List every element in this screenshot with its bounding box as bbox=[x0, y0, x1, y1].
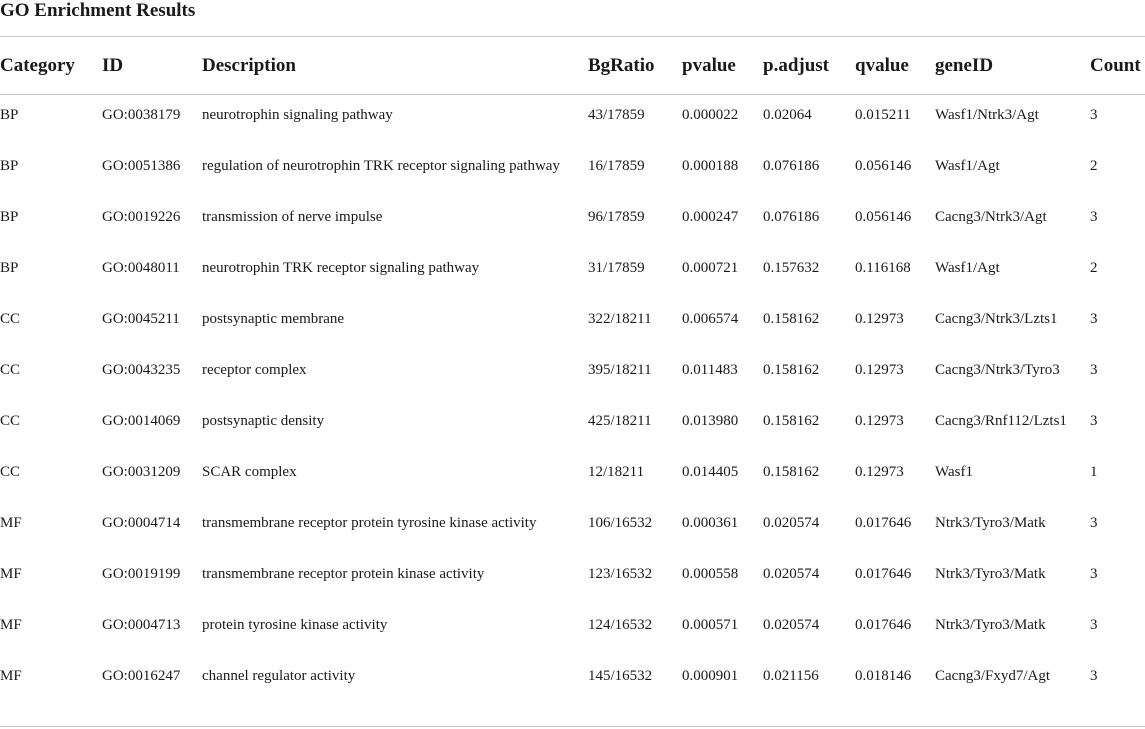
cell-go-id: GO:​0014069 bbox=[102, 413, 181, 429]
cell-qvalue: 0.116168 bbox=[855, 260, 911, 276]
cell-category: BP bbox=[0, 158, 19, 174]
cell-category: CC bbox=[0, 413, 21, 429]
cell-bgratio: 43/17859 bbox=[588, 107, 645, 123]
cell-category: BP bbox=[0, 107, 19, 123]
cell-bgratio: 322/18211 bbox=[588, 311, 652, 327]
table-row bbox=[0, 512, 1145, 563]
cell-go-id: GO:​0031209 bbox=[102, 464, 181, 480]
cell-description: SCAR complex bbox=[202, 464, 297, 480]
cell-bgratio: 124/16532 bbox=[588, 617, 653, 633]
go-enrichment-table bbox=[0, 37, 1145, 716]
table-row bbox=[0, 563, 1145, 614]
cell-description: receptor complex bbox=[202, 362, 307, 378]
cell-go-id: GO:​0038179 bbox=[102, 107, 181, 123]
cell-description: neurotrophin signaling pathway bbox=[202, 107, 393, 123]
cell-count: 3 bbox=[1090, 413, 1098, 429]
cell-padjust: 0.157632 bbox=[763, 260, 820, 276]
cell-description: transmission of nerve impulse bbox=[202, 209, 383, 225]
cell-pvalue: 0.000247 bbox=[682, 209, 739, 225]
cell-go-id: GO:​0051386 bbox=[102, 158, 181, 174]
cell-count: 3 bbox=[1090, 515, 1098, 531]
cell-qvalue: 0.12973 bbox=[855, 413, 904, 429]
cell-geneid: Wasf1/Agt bbox=[935, 158, 1000, 174]
cell-go-id: GO:​0004713 bbox=[102, 617, 181, 633]
cell-category: CC bbox=[0, 464, 21, 480]
cell-pvalue: 0.000721 bbox=[682, 260, 739, 276]
cell-go-id: GO:​0019226 bbox=[102, 209, 181, 225]
header-row bbox=[0, 37, 1145, 94]
cell-qvalue: 0.056146 bbox=[855, 209, 912, 225]
cell-count: 3 bbox=[1090, 617, 1098, 633]
cell-bgratio: 16/17859 bbox=[588, 158, 645, 174]
cell-geneid: Wasf1/Ntrk3/Agt bbox=[935, 107, 1039, 123]
cell-bgratio: 425/18211 bbox=[588, 413, 652, 429]
table-row bbox=[0, 155, 1145, 206]
header-geneid: geneID bbox=[935, 54, 994, 76]
cell-geneid: Cacng3/Ntrk3/​Tyro3 bbox=[935, 362, 1060, 378]
cell-geneid: Ntrk3/Tyro3/Matk bbox=[935, 515, 1046, 531]
table-row bbox=[0, 461, 1145, 512]
cell-bgratio: 12/18211 bbox=[588, 464, 645, 480]
table-body bbox=[0, 94, 1145, 716]
cell-description: transmembrane receptor protein kinase activity bbox=[202, 566, 485, 582]
bottom-rule bbox=[0, 726, 1145, 727]
cell-padjust: 0.020574 bbox=[763, 515, 820, 531]
table-title: GO Enrichment Results bbox=[0, 0, 196, 21]
cell-pvalue: 0.000558 bbox=[682, 566, 739, 582]
table-row bbox=[0, 614, 1145, 665]
cell-pvalue: 0.014405 bbox=[682, 464, 739, 480]
header-bgratio: BgRatio bbox=[588, 54, 655, 76]
cell-pvalue: 0.013980 bbox=[682, 413, 739, 429]
cell-description: neurotrophin TRK receptor signaling pathway bbox=[202, 260, 480, 276]
cell-description: regulation of neurotrophin TRK receptor signaling pathway bbox=[202, 158, 560, 174]
cell-padjust: 0.158162 bbox=[763, 413, 820, 429]
cell-go-id: GO:​0019199 bbox=[102, 566, 181, 582]
cell-qvalue: 0.015211 bbox=[855, 107, 911, 123]
cell-qvalue: 0.018146 bbox=[855, 668, 912, 684]
cell-padjust: 0.076186 bbox=[763, 158, 820, 174]
cell-qvalue: 0.12973 bbox=[855, 464, 904, 480]
cell-description: channel regulator activity bbox=[202, 668, 356, 684]
header-count: Count bbox=[1090, 54, 1141, 76]
cell-count: 2 bbox=[1090, 260, 1098, 276]
cell-count: 2 bbox=[1090, 158, 1098, 174]
header-description: Description bbox=[202, 54, 296, 76]
table-row bbox=[0, 308, 1145, 359]
cell-bgratio: 145/16532 bbox=[588, 668, 653, 684]
cell-geneid: Cacng3/Fxyd7/Agt bbox=[935, 668, 1050, 684]
cell-description: postsynaptic density bbox=[202, 413, 325, 429]
table-row bbox=[0, 410, 1145, 461]
cell-pvalue: 0.006574 bbox=[682, 311, 739, 327]
cell-padjust: 0.021156 bbox=[763, 668, 819, 684]
cell-description: postsynaptic membrane bbox=[202, 311, 345, 327]
cell-category: MF bbox=[0, 566, 22, 582]
cell-go-id: GO:​0045211 bbox=[102, 311, 180, 327]
cell-go-id: GO:​0004714 bbox=[102, 515, 181, 531]
cell-padjust: 0.02064 bbox=[763, 107, 812, 123]
cell-padjust: 0.158162 bbox=[763, 464, 820, 480]
cell-geneid: Cacng3/Ntrk3/Agt bbox=[935, 209, 1047, 225]
cell-count: 1 bbox=[1090, 464, 1098, 480]
cell-qvalue: 0.056146 bbox=[855, 158, 912, 174]
cell-pvalue: 0.000188 bbox=[682, 158, 739, 174]
cell-bgratio: 395/18211 bbox=[588, 362, 652, 378]
header-qvalue: qvalue bbox=[855, 54, 909, 76]
table-row bbox=[0, 257, 1145, 308]
cell-padjust: 0.020574 bbox=[763, 566, 820, 582]
cell-geneid: Cacng3/Ntrk3/​Lzts1 bbox=[935, 311, 1058, 327]
cell-qvalue: 0.017646 bbox=[855, 566, 912, 582]
cell-count: 3 bbox=[1090, 362, 1098, 378]
cell-pvalue: 0.011483 bbox=[682, 362, 738, 378]
cell-go-id: GO:​0016247 bbox=[102, 668, 181, 684]
cell-go-id: GO:​0043235 bbox=[102, 362, 181, 378]
cell-padjust: 0.020574 bbox=[763, 617, 820, 633]
cell-geneid: Wasf1/Agt bbox=[935, 260, 1000, 276]
cell-category: BP bbox=[0, 260, 19, 276]
cell-bgratio: 106/16532 bbox=[588, 515, 653, 531]
cell-description: protein tyrosine kinase activity bbox=[202, 617, 388, 633]
cell-category: BP bbox=[0, 209, 19, 225]
cell-count: 3 bbox=[1090, 311, 1098, 327]
table-row bbox=[0, 665, 1145, 716]
cell-count: 3 bbox=[1090, 107, 1098, 123]
table-row bbox=[0, 94, 1145, 155]
cell-category: MF bbox=[0, 515, 22, 531]
cell-pvalue: 0.000571 bbox=[682, 617, 739, 633]
cell-padjust: 0.158162 bbox=[763, 362, 820, 378]
header-category: Category bbox=[0, 54, 75, 76]
cell-padjust: 0.076186 bbox=[763, 209, 820, 225]
cell-go-id: GO:​0048011 bbox=[102, 260, 180, 276]
cell-category: CC bbox=[0, 362, 21, 378]
cell-count: 3 bbox=[1090, 209, 1098, 225]
table-row bbox=[0, 359, 1145, 410]
cell-category: MF bbox=[0, 617, 22, 633]
cell-category: CC bbox=[0, 311, 21, 327]
cell-geneid: Cacng3/Rnf112/​Lzts1 bbox=[935, 413, 1067, 429]
cell-qvalue: 0.017646 bbox=[855, 617, 912, 633]
header-padjust: p.adjust bbox=[763, 54, 829, 76]
cell-padjust: 0.158162 bbox=[763, 311, 820, 327]
table-row bbox=[0, 206, 1145, 257]
cell-description: transmembrane receptor protein tyrosine kinase activity bbox=[202, 515, 537, 531]
cell-pvalue: 0.000022 bbox=[682, 107, 739, 123]
cell-geneid: Wasf1 bbox=[935, 464, 973, 480]
cell-qvalue: 0.12973 bbox=[855, 311, 904, 327]
header-id: ID bbox=[102, 54, 124, 76]
cell-qvalue: 0.017646 bbox=[855, 515, 912, 531]
cell-bgratio: 123/16532 bbox=[588, 566, 653, 582]
cell-count: 3 bbox=[1090, 668, 1098, 684]
cell-bgratio: 96/17859 bbox=[588, 209, 645, 225]
cell-pvalue: 0.000901 bbox=[682, 668, 739, 684]
cell-qvalue: 0.12973 bbox=[855, 362, 904, 378]
cell-geneid: Ntrk3/Tyro3/Matk bbox=[935, 566, 1046, 582]
cell-bgratio: 31/17859 bbox=[588, 260, 645, 276]
cell-category: MF bbox=[0, 668, 22, 684]
cell-count: 3 bbox=[1090, 566, 1098, 582]
cell-geneid: Ntrk3/Tyro3/Matk bbox=[935, 617, 1046, 633]
header-pvalue: pvalue bbox=[682, 54, 736, 76]
cell-pvalue: 0.000361 bbox=[682, 515, 739, 531]
